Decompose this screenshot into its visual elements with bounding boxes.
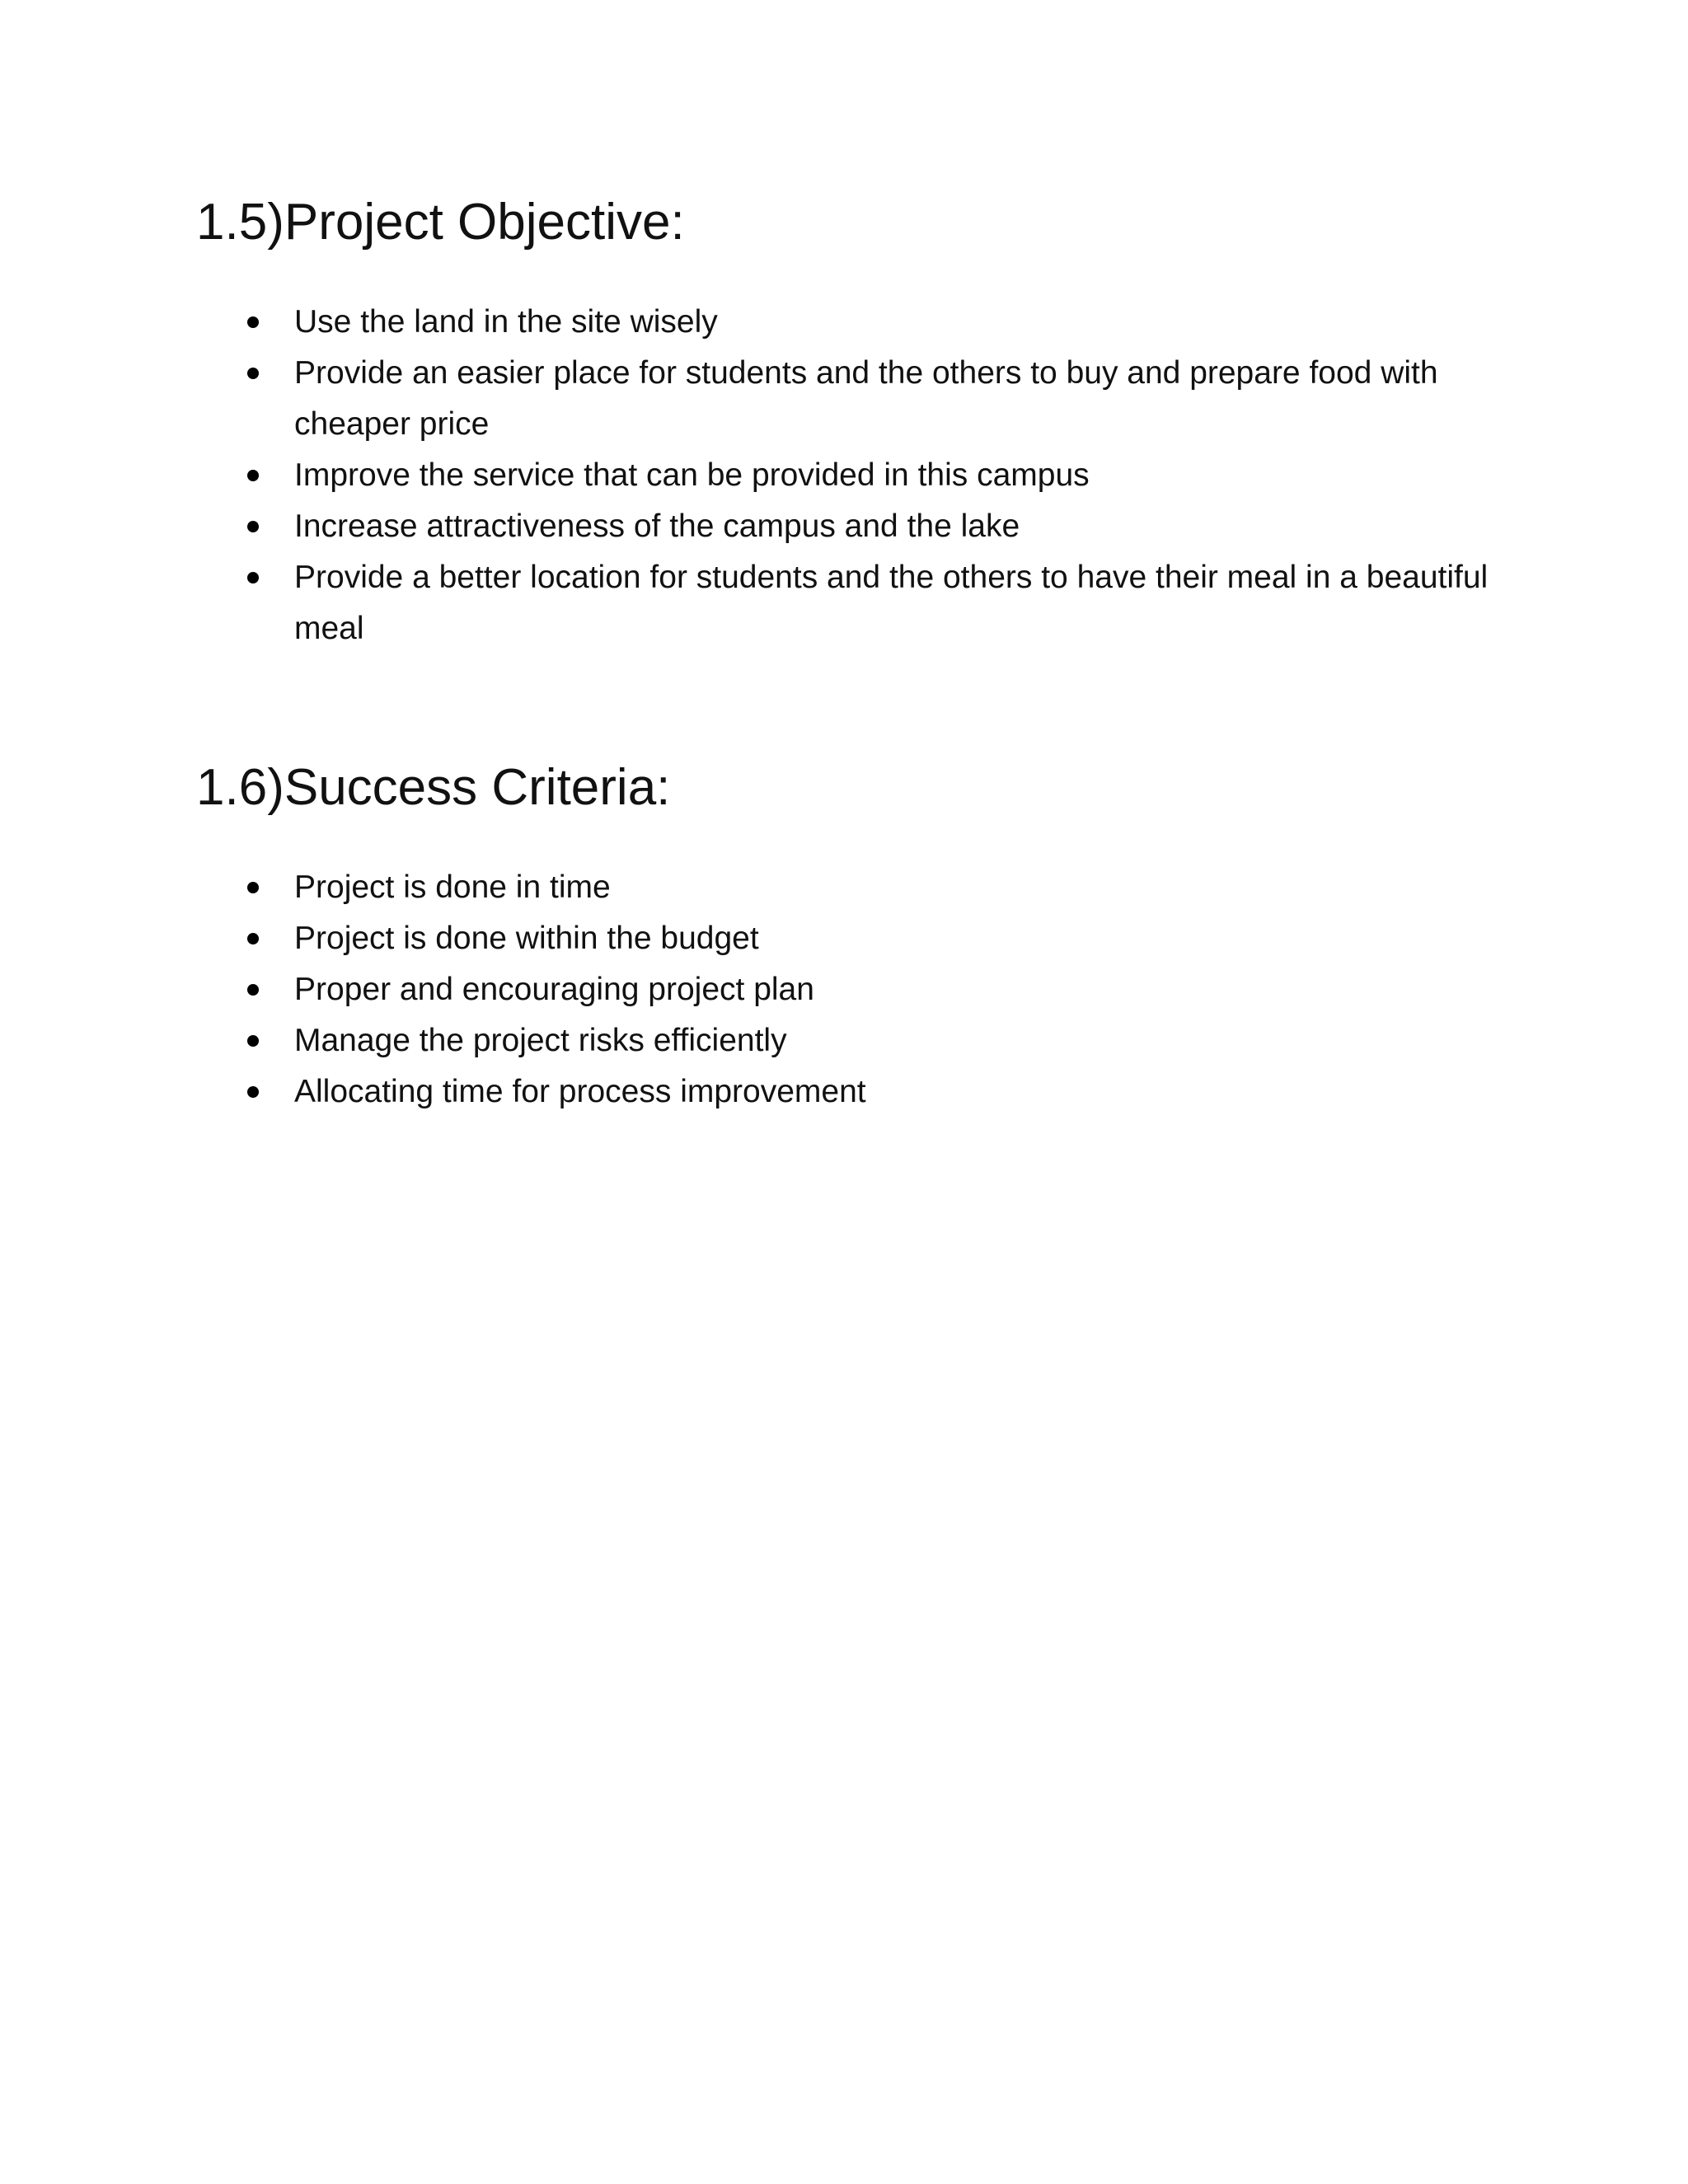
project-objective-heading: 1.5)Project Objective:: [196, 194, 685, 251]
list-item-text: Manage the project risks efficiently: [294, 1023, 787, 1059]
list-item-text: Use the land in the site wisely: [294, 304, 718, 340]
list-item-text: Provide an easier place for students and the others to buy and prepare food with cheaper price: [294, 355, 1438, 443]
bullet-icon: [247, 572, 259, 583]
list-item: [196, 552, 1531, 654]
list-item: [196, 501, 1531, 552]
list-item-text: Improve the service that can be provided in this campus: [294, 457, 1090, 494]
list-item-text: Provide a better location for students and the others to have their meal in a beautiful meal: [294, 560, 1489, 647]
project-objective-list: [196, 297, 1531, 654]
list-item: [196, 450, 1531, 501]
bullet-icon: [247, 1035, 259, 1047]
list-item-text: Proper and encouraging project plan: [294, 972, 814, 1008]
list-item-text: Increase attractiveness of the campus and the lake: [294, 509, 1020, 545]
list-item: [196, 297, 1531, 348]
list-item-text: Allocating time for process improvement: [294, 1074, 866, 1110]
list-item: [196, 862, 1531, 913]
list-item: [196, 913, 1531, 964]
list-item-text: Project is done in time: [294, 869, 611, 906]
bullet-icon: [247, 882, 259, 893]
list-item: [196, 1066, 1531, 1118]
success-criteria-list: [196, 862, 1531, 1118]
bullet-icon: [247, 470, 259, 481]
bullet-icon: [247, 368, 259, 379]
success-criteria-heading: 1.6)Success Criteria:: [196, 759, 671, 816]
list-item: [196, 1015, 1531, 1066]
project-objective-section: [196, 194, 1531, 654]
bullet-icon: [247, 521, 259, 532]
bullet-icon: [247, 1086, 259, 1098]
list-item: [196, 964, 1531, 1015]
list-item-text: Project is done within the budget: [294, 921, 759, 957]
success-criteria-section: [196, 760, 1531, 1118]
bullet-icon: [247, 984, 259, 996]
bullet-icon: [247, 933, 259, 944]
bullet-icon: [247, 316, 259, 328]
list-item: [196, 348, 1531, 450]
